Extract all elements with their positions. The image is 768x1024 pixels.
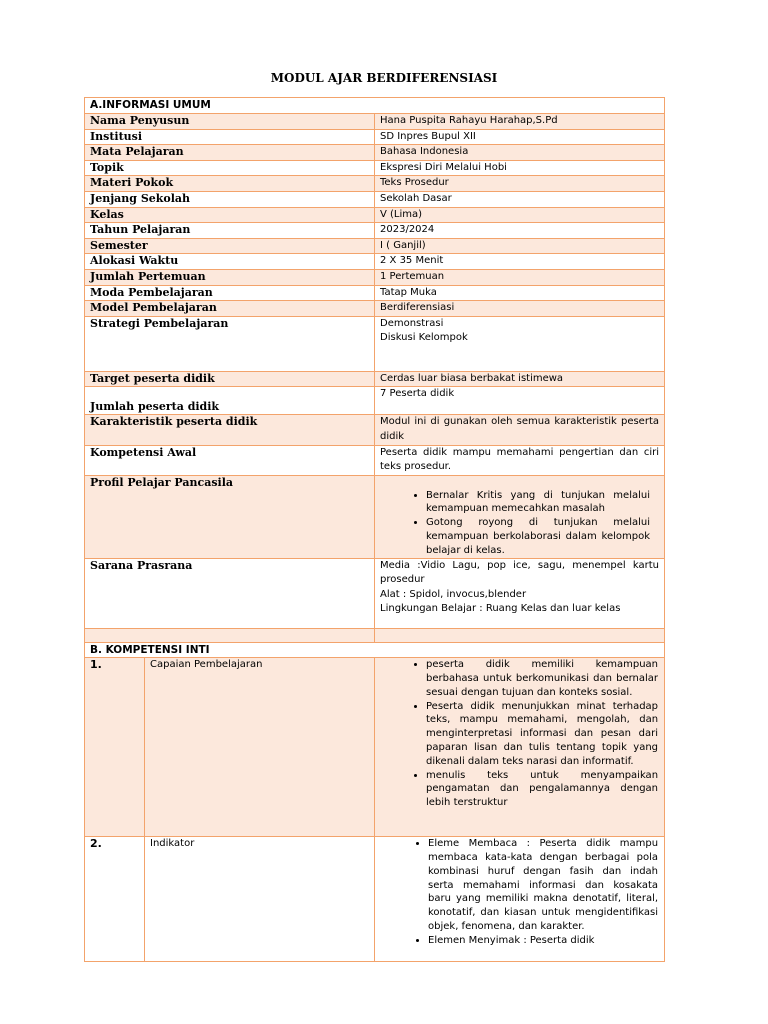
row-value: I ( Ganjil) [375, 238, 665, 254]
list-item: • menulis teks untuk menyampaikan pengamatan dan pengalamannya dengan lebih terstruktur [426, 769, 658, 810]
profil-list [380, 489, 650, 558]
table-row [85, 207, 665, 223]
table-row [85, 129, 665, 145]
info-table [84, 97, 665, 643]
table-row [85, 387, 665, 415]
list-item: • Gotong royong di tunjukan melalui kemampuan berkolaborasi dalam kelompok belajar di kelas. [426, 516, 650, 557]
kompetensi-table [84, 643, 665, 963]
table-row [85, 415, 665, 445]
row-label: Jumlah Pertemuan [85, 269, 375, 285]
row-label: Nama Penyusun [85, 114, 375, 130]
row-value: Bahasa Indonesia [375, 145, 665, 161]
row-value: 1 Pertemuan [375, 269, 665, 285]
capaian-list [380, 658, 658, 810]
row-label: Jenjang Sekolah [85, 191, 375, 207]
row-value: V (Lima) [375, 207, 665, 223]
empty-cell [375, 628, 665, 642]
list-item: • Eleme Membaca : Peserta didik mampu membaca kata-kata dengan berbagai pola kombinasi huruf dengan fasih dan indah serta memahami informasi dan kosakata baru yang memiliki makna denotatif, literal, konotatif, dan kiasan untuk mengidentifikasi objek, fenomena, dan karakter. [428, 837, 658, 934]
row-value: Peserta didik mampu memahami pengertian dan ciri teks prosedur. [375, 445, 665, 475]
sarana-alat: Alat : Spidol, invocus,blender [380, 588, 527, 600]
row-label: Jumlah peserta didik [85, 387, 375, 415]
table-row [85, 558, 665, 628]
row-label: Alokasi Waktu [85, 254, 375, 270]
table-row [85, 301, 665, 317]
row-number: 1. [85, 658, 145, 837]
row-label: Tahun Pelajaran [85, 223, 375, 239]
row-value: 7 Peserta didik [375, 387, 665, 415]
list-item: • Bernalar Kritis yang di tunjukan melalui kemampuan memecahkan masalah [426, 489, 650, 517]
table-row [85, 837, 665, 962]
row-value: Berdiferensiasi [375, 301, 665, 317]
table-row [85, 445, 665, 475]
row-label: Profil Pelajar Pancasila [85, 475, 375, 558]
table-row [85, 285, 665, 301]
row-value: Modul ini di gunakan oleh semua karakteristik peserta didik [375, 415, 665, 445]
row-label: Strategi Pembelajaran [85, 316, 375, 371]
row-label: Model Pembelajaran [85, 301, 375, 317]
table-row [85, 238, 665, 254]
sarana-lingkungan: Lingkungan Belajar : Ruang Kelas dan luar kelas [380, 603, 621, 615]
row-number: 2. [85, 837, 145, 962]
table-row [85, 176, 665, 192]
strategi-line: Demonstrasi [380, 317, 444, 329]
row-value: Ekspresi Diri Melalui Hobi [375, 160, 665, 176]
row-label: Mata Pelajaran [85, 145, 375, 161]
row-label: Kelas [85, 207, 375, 223]
list-item: • Elemen Menyimak : Peserta didik [428, 934, 658, 948]
table-row [85, 145, 665, 161]
row-label: Institusi [85, 129, 375, 145]
section-b-heading: B. KOMPETENSI INTI [85, 643, 665, 658]
table-row [85, 658, 665, 837]
row-label: Semester [85, 238, 375, 254]
row-value: Hana Puspita Rahayu Harahap,S.Pd [375, 114, 665, 130]
row-label: Karakteristik peserta didik [85, 415, 375, 445]
row-label: Kompetensi Awal [85, 445, 375, 475]
empty-cell [85, 628, 375, 642]
table-row [85, 114, 665, 130]
table-row [85, 475, 665, 558]
row-content [375, 658, 665, 837]
row-value: SD Inpres Bupul XII [375, 129, 665, 145]
row-value: Sekolah Dasar [375, 191, 665, 207]
row-label: Sarana Prasrana [85, 558, 375, 628]
row-value: 2023/2024 [375, 223, 665, 239]
empty-row [85, 628, 665, 642]
row-label: Capaian Pembelajaran [145, 658, 375, 837]
row-value [375, 558, 665, 628]
row-value: Cerdas luar biasa berbakat istimewa [375, 371, 665, 387]
list-item: • peserta didik memiliki kemampuan berbahasa untuk berkomunikasi dan bernalar sesuai dengan tujuan dan konteks sosial. [426, 658, 658, 699]
row-label: Indikator [145, 837, 375, 962]
table-row [85, 269, 665, 285]
row-label: Topik [85, 160, 375, 176]
table-row [85, 254, 665, 270]
table-row [85, 160, 665, 176]
row-label: Materi Pokok [85, 176, 375, 192]
section-a-heading: A.INFORMASI UMUM [85, 98, 665, 114]
document-title: MODUL AJAR BERDIFERENSIASI [270, 71, 498, 85]
indikator-list [380, 837, 658, 947]
table-row [85, 191, 665, 207]
table-row [85, 223, 665, 239]
row-value: Teks Prosedur [375, 176, 665, 192]
row-value: Tatap Muka [375, 285, 665, 301]
list-item: • Peserta didik menunjukkan minat terhadap teks, mampu memahami, mengolah, dan menginterpretasi informasi dan pesan dari paparan lisan dan tulis tentang topik yang dikenali dalam teks narasi dan informatif. [426, 700, 658, 769]
row-label: Moda Pembelajaran [85, 285, 375, 301]
row-value: 2 X 35 Menit [375, 254, 665, 270]
document-body [84, 97, 664, 962]
table-row [85, 316, 665, 371]
row-value [375, 316, 665, 371]
row-label: Target peserta didik [85, 371, 375, 387]
sarana-media: Media :Vidio Lagu, pop ice, sagu, menempel kartu prosedur [380, 559, 659, 586]
row-value [375, 475, 665, 558]
table-row [85, 371, 665, 387]
strategi-line: Diskusi Kelompok [380, 332, 468, 344]
row-content [375, 837, 665, 962]
